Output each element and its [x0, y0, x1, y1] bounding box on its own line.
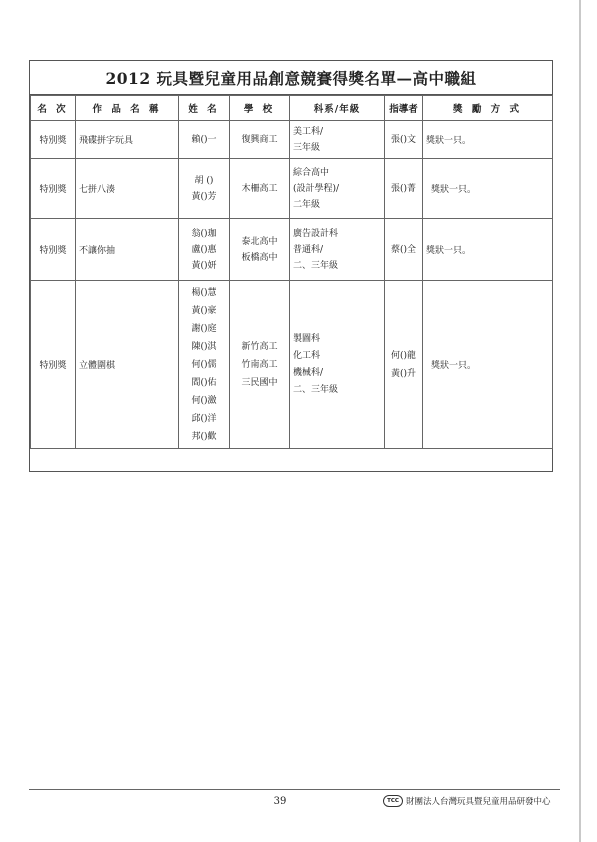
cell-award: 獎狀一只。	[423, 219, 553, 281]
dept-line: 二年級	[293, 199, 321, 210]
header-advisor: 指導者	[385, 96, 423, 121]
dept-line: 三年級	[293, 142, 321, 153]
name-line: 賴()一	[191, 134, 217, 145]
cell-rank: 特別獎	[31, 219, 76, 281]
advisor-line: 黃()升	[390, 368, 417, 379]
cell-dept	[290, 219, 385, 281]
school-line: 新竹高工	[241, 341, 278, 352]
name-line: 閻()佑	[191, 377, 217, 388]
cell-dept	[290, 121, 385, 159]
dept-line: 普通科/	[293, 244, 324, 255]
cell-advisor	[385, 121, 423, 159]
page-edge-shadow	[579, 0, 581, 842]
header-dept: 科系/年級	[290, 96, 385, 121]
dept-line: 綜合高中	[293, 167, 330, 178]
cell-award: 獎狀一只。	[423, 121, 553, 159]
name-line: 黃()妍	[191, 260, 217, 271]
name-line: 謝()庭	[191, 323, 217, 334]
table-row	[31, 281, 553, 449]
cell-names	[179, 121, 230, 159]
dept-line: 美工科/	[293, 126, 324, 137]
cell-work: 飛碟拼字玩具	[76, 121, 179, 159]
dept-line: 二、三年級	[293, 384, 339, 395]
page-title: 2012 玩具暨兒童用品創意競賽得獎名單—高中職組	[30, 61, 552, 95]
header-school: 學 校	[230, 96, 290, 121]
cell-names	[179, 219, 230, 281]
name-line: 楊()慧	[191, 287, 217, 298]
advisor-line: 蔡()全	[390, 244, 417, 255]
school-line: 復興商工	[241, 134, 278, 145]
advisor-line: 張()菁	[390, 183, 417, 194]
header-work: 作 品 名 稱	[76, 96, 179, 121]
table-row	[31, 159, 553, 219]
cell-dept	[290, 159, 385, 219]
dept-line: (設計學程)/	[293, 183, 340, 194]
header-award: 獎 勵 方 式	[423, 96, 553, 121]
cell-award: 獎狀一只。	[423, 159, 553, 219]
cell-names	[179, 159, 230, 219]
name-line: 黃()豪	[191, 305, 217, 316]
organization-name: 財團法人台灣玩具暨兒童用品研發中心	[406, 797, 551, 807]
dept-line: 化工科	[293, 350, 321, 361]
header-name: 姓 名	[179, 96, 230, 121]
school-line: 板橋高中	[241, 252, 278, 263]
cell-school	[230, 159, 290, 219]
name-line: 何()儒	[191, 359, 217, 370]
cell-rank: 特別獎	[31, 159, 76, 219]
tcc-logo-icon: TCC	[383, 795, 403, 807]
name-line: 何()瀲	[191, 395, 217, 406]
page-number: 39	[273, 796, 287, 807]
footer-organization	[383, 795, 551, 807]
cell-work: 不讓你抽	[76, 219, 179, 281]
school-line: 木柵高工	[241, 183, 278, 194]
advisor-line: 張()文	[390, 134, 417, 145]
name-line: 胡 ()	[194, 175, 214, 186]
school-line: 三民國中	[241, 377, 278, 388]
school-line: 泰北高中	[241, 236, 278, 247]
cell-work: 立體圍棋	[76, 281, 179, 449]
award-list-frame	[29, 60, 553, 472]
header-rank: 名 次	[31, 96, 76, 121]
cell-names	[179, 281, 230, 449]
name-line: 翁()珈	[191, 228, 217, 239]
cell-award: 獎狀一只。	[423, 281, 553, 449]
name-line: 盧()惠	[191, 244, 217, 255]
name-line: 邱()洋	[191, 413, 217, 424]
cell-advisor	[385, 281, 423, 449]
name-line: 邦()歡	[191, 431, 217, 442]
cell-school	[230, 121, 290, 159]
table-header-row	[31, 96, 553, 121]
advisor-line: 何()龍	[390, 350, 417, 361]
school-line: 竹南高工	[241, 359, 278, 370]
cell-school	[230, 281, 290, 449]
table-row	[31, 121, 553, 159]
name-line: 黃()芳	[191, 191, 217, 202]
dept-line: 廣告設計科	[293, 228, 339, 239]
dept-line: 二、三年級	[293, 260, 339, 271]
cell-advisor	[385, 219, 423, 281]
cell-rank: 特別獎	[31, 121, 76, 159]
cell-school	[230, 219, 290, 281]
name-line: 陳()淇	[191, 341, 217, 352]
cell-rank: 特別獎	[31, 281, 76, 449]
footer-divider	[29, 789, 560, 790]
award-table	[30, 95, 553, 449]
cell-work: 七拼八湊	[76, 159, 179, 219]
dept-line: 製圖科	[293, 333, 321, 344]
cell-advisor	[385, 159, 423, 219]
table-row	[31, 219, 553, 281]
dept-line: 機械科/	[293, 367, 324, 378]
cell-dept	[290, 281, 385, 449]
